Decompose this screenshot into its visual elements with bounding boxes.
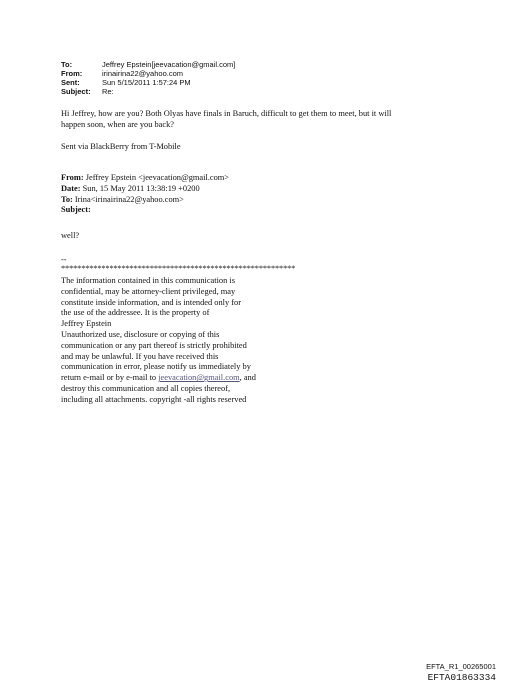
disclaimer-line: constitute inside information, and is intended only for bbox=[61, 297, 242, 307]
quoted-date-row bbox=[61, 184, 229, 195]
disclaimer-line: and may be unlawful. If you have received this bbox=[61, 351, 219, 361]
disclaimer-line: the use of the addressee. It is the property of bbox=[61, 308, 210, 318]
email-link[interactable]: jeevacation@gmail.com bbox=[158, 373, 240, 383]
from-value: irinairina22@yahoo.com bbox=[102, 68, 183, 78]
body-line-2: happen soon, when are you back? bbox=[61, 119, 175, 129]
disclaimer-line: communication or any part thereof is strictly prohibited bbox=[61, 340, 247, 350]
bates-number-primary: EFTA_R1_00265001 bbox=[426, 662, 496, 671]
disclaimer-line: Unauthorized use, disclosure or copying of this bbox=[61, 329, 220, 339]
disclaimer-line: The information contained in this communication is bbox=[61, 276, 235, 285]
quoted-from-value: Jeffrey Epstein <jeevacation@gmail.com> bbox=[83, 173, 230, 182]
mobile-signature: Sent via BlackBerry from T-Mobile bbox=[61, 142, 181, 151]
disclaimer-line: including all attachments. copyright -all rights reserved bbox=[61, 394, 247, 404]
disclaimer-line: Jeffrey Epstein bbox=[61, 319, 112, 329]
bates-number-secondary: EFTA01863334 bbox=[427, 672, 496, 683]
sent-value: Sun 5/15/2011 1:57:24 PM bbox=[102, 77, 191, 87]
disclaimer-link-prefix: return e-mail or by e-mail to bbox=[61, 373, 159, 383]
disclaimer-link-suffix: , and bbox=[239, 373, 256, 383]
sent-label: Sent: bbox=[61, 77, 80, 87]
email-header bbox=[61, 61, 235, 97]
subject-label: Subject: bbox=[61, 86, 91, 96]
asterisk-divider: ********************************************************** bbox=[61, 264, 296, 273]
signature-separator: -- bbox=[61, 255, 67, 264]
quoted-to-row bbox=[61, 195, 229, 206]
disclaimer-line: confidential, may be attorney-client privileged, may bbox=[61, 286, 236, 296]
to-value: Jeffrey Epstein[jeevacation@gmail.com] bbox=[102, 60, 236, 69]
disclaimer-link-line bbox=[61, 373, 256, 384]
disclaimer-line: communication in error, please notify us immediately by bbox=[61, 362, 251, 372]
from-label: From: bbox=[61, 68, 83, 78]
message-body bbox=[61, 109, 391, 131]
quoted-date-label: Date: bbox=[61, 183, 81, 193]
disclaimer-line: destroy this communication and all copies thereof, bbox=[61, 383, 231, 393]
subject-value: Re: bbox=[102, 86, 114, 96]
quoted-date-value: Sun, 15 May 2011 13:38:19 +0200 bbox=[80, 183, 200, 193]
quoted-from-row bbox=[61, 173, 229, 184]
quoted-to-label: To: bbox=[61, 194, 73, 204]
body-line-1: Hi Jeffrey, how are you? Both Olyas have finals in Baruch, difficult to get them to meet, but it will bbox=[61, 109, 392, 118]
to-label: To: bbox=[61, 60, 73, 69]
quoted-from-label: From: bbox=[61, 173, 84, 182]
header-subject-row bbox=[61, 88, 235, 97]
quoted-header bbox=[61, 173, 229, 216]
quoted-subject-label: Subject: bbox=[61, 205, 91, 215]
confidentiality-notice bbox=[61, 276, 256, 406]
quoted-message: well? bbox=[61, 231, 80, 240]
quoted-to-value: Irina<irinairina22@yahoo.com> bbox=[72, 194, 184, 204]
quoted-subject-row bbox=[61, 205, 229, 216]
